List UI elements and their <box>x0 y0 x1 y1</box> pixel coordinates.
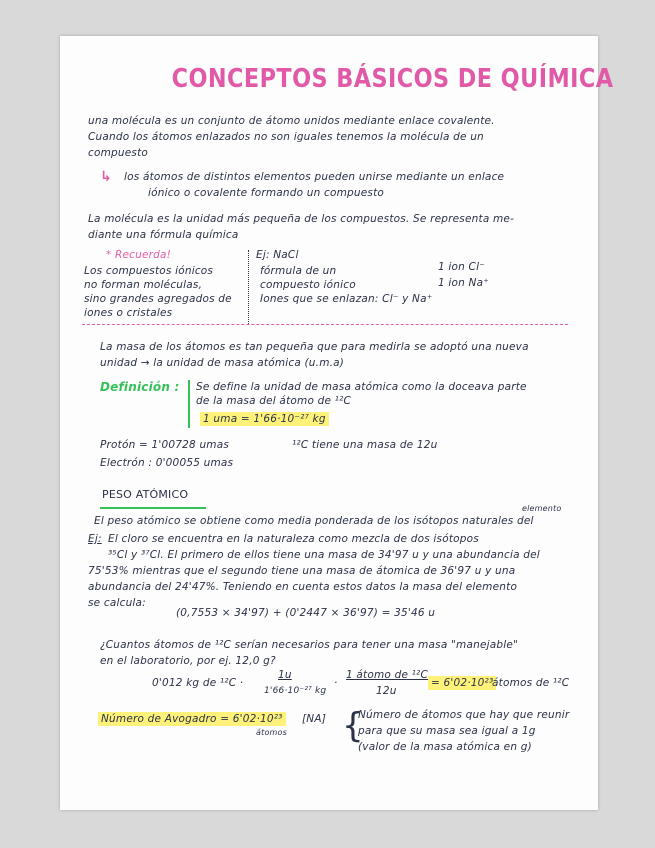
calc-result: = 6'02·10²³ <box>428 676 496 690</box>
definicion-line-1: Se define la unidad de masa atómica como la doceava parte <box>196 381 527 393</box>
example-ion-na: 1 ion Na⁺ <box>438 277 489 289</box>
example-label: Ej: NaCl <box>256 249 299 261</box>
column-divider <box>248 250 249 324</box>
note-line-1: los átomos de distintos elementos pueden unirse mediante un enlace <box>124 171 505 183</box>
peso-example-5: se calcula: <box>88 597 146 609</box>
peso-example-4: abundancia del 24'47%. Teniendo en cuenta estos datos la masa del elemento <box>88 581 518 593</box>
avogadro-desc-2: para que su masa sea igual a 1g <box>358 725 536 737</box>
avogadro-sub: átomos <box>256 728 287 737</box>
frac1-den: 1'66·10⁻²⁷ kg <box>264 686 327 696</box>
definicion-label: Definición : <box>100 380 180 394</box>
section-divider <box>82 324 568 325</box>
intro-line-2: Cuando los átomos enlazados no son iguales tenemos la molécula de un <box>88 131 484 143</box>
peso-example-1: El cloro se encuentra en la naturaleza como mezcla de dos isótopos <box>108 533 479 545</box>
masa-line-2: unidad → la unidad de masa atómica (u.m.a) <box>100 357 345 369</box>
calc-start: 0'012 kg de ¹²C · <box>152 677 244 689</box>
avogadro-brace: { <box>342 706 364 746</box>
frac2-den: 12u <box>376 685 397 697</box>
unidad-line-2: diante una fórmula química <box>88 229 239 241</box>
recuerda-line-2: no forman moléculas, <box>84 279 203 291</box>
frac1-num: 1u <box>278 669 292 681</box>
peso-example-3: 75'53% mientras que el segundo tiene una masa de átomica de 36'97 u y una <box>88 565 516 577</box>
question-line-2: en el laboratorio, por ej. 12,0 g? <box>100 655 276 667</box>
example-line-1: fórmula de un <box>260 265 337 277</box>
note-arrow-icon: ↳ <box>100 169 112 185</box>
peso-heading: PESO ATÓMICO <box>102 488 189 501</box>
electron-mass: Electrón : 0'00055 umas <box>100 457 234 469</box>
peso-superscript: elemento <box>522 504 562 513</box>
avogadro-desc-3: (valor de la masa atómica en g) <box>358 741 532 753</box>
masa-line-1: La masa de los átomos es tan pequeña que para medirla se adoptó una nueva <box>100 341 529 353</box>
avogadro-na: [NA] <box>302 713 327 725</box>
avogadro-desc-1: Número de átomos que hay que reunir <box>358 709 570 721</box>
unidad-line-1: La molécula es la unidad más pequeña de los compuestos. Se representa me- <box>88 213 515 225</box>
example-line-2: compuesto iónico <box>260 279 356 291</box>
notebook-page <box>60 36 614 810</box>
peso-example-label: Ej: <box>88 533 102 545</box>
definicion-line-2: de la masa del átomo de ¹²C <box>196 395 352 407</box>
example-line-3: Iones que se enlazan: Cl⁻ y Na⁺ <box>260 293 433 305</box>
recuerda-line-4: iones o cristales <box>84 307 173 319</box>
note-line-2: iónico o covalente formando un compuesto <box>148 187 385 199</box>
peso-line-1: El peso atómico se obtiene como media ponderada de los isótopos naturales del <box>94 515 534 527</box>
recuerda-title: * Recuerda! <box>106 249 172 261</box>
question-line-1: ¿Cuantos átomos de ¹²C serían necesarios para tener una masa "manejable" <box>100 639 519 651</box>
c12-mass: ¹²C tiene una masa de 12u <box>292 439 438 451</box>
calc-times: · <box>334 677 338 689</box>
recuerda-line-1: Los compuestos iónicos <box>84 265 214 277</box>
uma-formula: 1 uma = 1'66·10⁻²⁷ kg <box>200 412 329 426</box>
peso-heading-underline <box>100 507 206 509</box>
intro-line-3: compuesto <box>88 147 149 159</box>
example-ion-cl: 1 ion Cl⁻ <box>438 261 485 273</box>
proton-mass: Protón = 1'00728 umas <box>100 439 230 451</box>
definicion-bracket <box>188 380 190 428</box>
frac2-num: 1 átomo de ¹²C <box>346 669 428 681</box>
page-title: CONCEPTOS BÁSICOS DE QUÍMICA <box>171 64 614 94</box>
recuerda-line-3: sino grandes agregados de <box>84 293 232 305</box>
calc-result-tail: átomos de ¹²C <box>492 677 570 689</box>
peso-calculation: (0,7553 × 34'97) + (0'2447 × 36'97) = 35'46 u <box>176 607 436 619</box>
intro-line-1: una molécula es un conjunto de átomo unidos mediante enlace covalente. <box>88 115 495 127</box>
avogadro-label: Número de Avogadro = 6'02·10²³ <box>98 712 286 726</box>
peso-example-2: ³⁵Cl y ³⁷Cl. El primero de ellos tiene una masa de 34'97 u y una abundancia del <box>108 549 540 561</box>
